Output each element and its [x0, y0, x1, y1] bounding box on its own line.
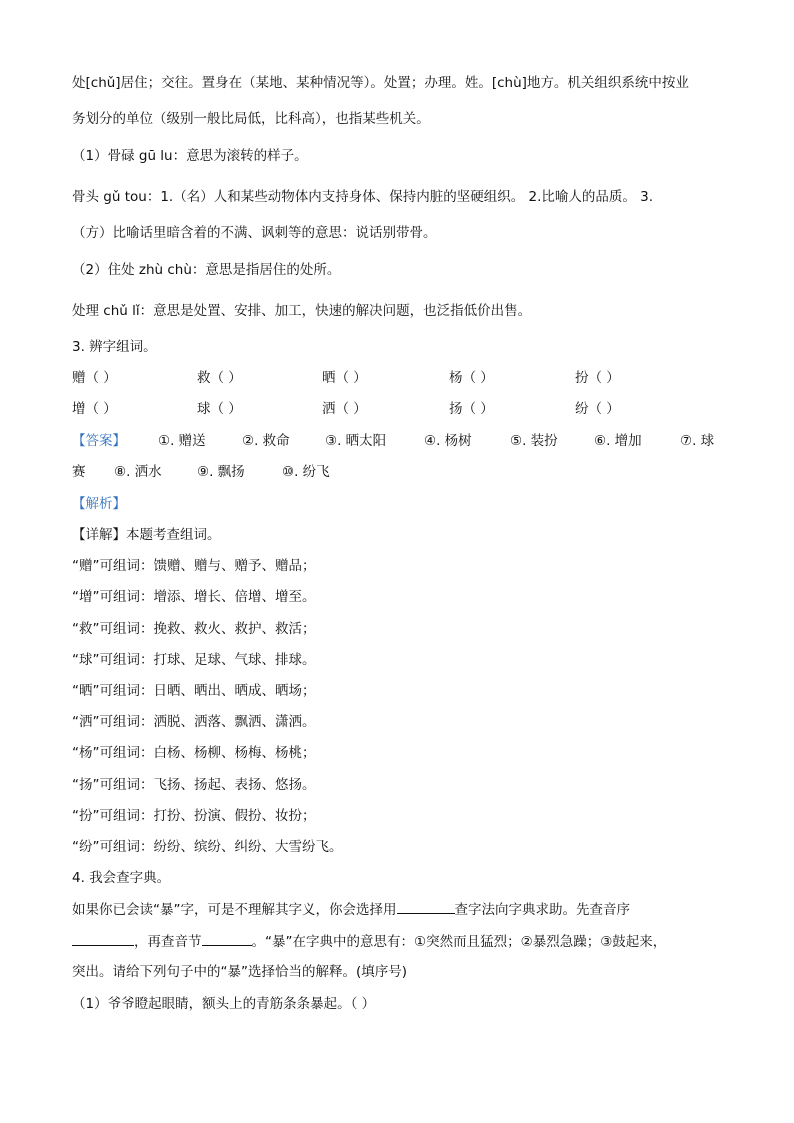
question-4-line: 突出。请给下列句子中的“暴”选择恰当的解释。(填序号)	[72, 964, 408, 980]
explain-line: “救”可组词：挽救、救火、救护、救活；	[72, 621, 316, 637]
explain-line: “球”可组词：打球、足球、气球、排球。	[72, 652, 316, 668]
fill-blank-method	[397, 899, 455, 914]
answer-item: ⑤. 装扮	[510, 433, 558, 449]
explain-line: “扬”可组词：飞扬、扬起、表扬、悠扬。	[72, 777, 316, 793]
answer-item: ①. 赠送	[158, 433, 206, 449]
question-4-text: 如果你已会读“暴”字，可是不理解其字义，你会选择用	[72, 902, 397, 918]
definition-line: 处[chǔ]居住；交往。置身在（某地、某种情况等）。处置；办理。姓。[chù]地方。机关组织系统中按业	[72, 75, 689, 91]
definition-line: （2）住处 zhù chù：意思是指居住的处所。	[72, 262, 341, 278]
question-4-text: ，再查音节	[134, 934, 202, 950]
question-4-text: 。“暴”在字典中的意思有：①突然而且猛烈；②暴烈急躁；③鼓起来，	[251, 934, 667, 950]
answer-item: ⑦. 球	[680, 433, 715, 449]
explain-line: “赠”可组词：馈赠、赠与、赠予、赠品；	[72, 558, 316, 574]
definition-line: 务划分的单位（级别一般比局低，比科高），也指某些机关。	[72, 111, 430, 127]
answer-item: ⑨. 飘扬	[197, 464, 245, 480]
definition-line: （1）骨碌 gū lu：意思为滚转的样子。	[72, 148, 308, 164]
explain-line: “纷”可组词：纷纷、缤纷、纠纷、大雪纷飞。	[72, 839, 343, 855]
explain-line: “洒”可组词：洒脱、洒落、飘洒、潇洒。	[72, 714, 316, 730]
question-3-title: 3. 辨字组词。	[72, 339, 157, 355]
word-blank: 救（ ）	[197, 370, 242, 386]
answer-item: ②. 救命	[242, 433, 290, 449]
question-4-line	[72, 899, 630, 920]
question-4-sub: （1）爷爷瞪起眼睛，额头上的青筋条条暴起。（ ）	[72, 996, 376, 1012]
word-blank: 球（ ）	[197, 401, 242, 417]
answer-item: ⑧. 洒水	[114, 464, 162, 480]
word-blank: 扬（ ）	[449, 401, 494, 417]
explain-line: “杨”可组词：白杨、杨柳、杨梅、杨桃；	[72, 745, 316, 761]
question-4-line	[72, 931, 666, 952]
word-blank: 纷（ ）	[575, 401, 620, 417]
definition-line: 骨头 gǔ tou：1.（名）人和某些动物体内支持身体、保持内脏的坚硬组织。 2.比喻人的品质。 3.	[72, 189, 654, 205]
question-4-text: 查字法向字典求助。先查音序	[454, 902, 630, 918]
detail-line: 【详解】本题考查组词。	[72, 527, 221, 543]
fill-blank-initial	[72, 931, 134, 946]
word-blank: 洒（ ）	[322, 401, 367, 417]
word-blank: 晒（ ）	[322, 370, 367, 386]
word-blank: 杨（ ）	[449, 370, 494, 386]
question-4-title: 4. 我会查字典。	[72, 870, 171, 886]
answer-item: ⑥. 增加	[594, 433, 642, 449]
word-blank: 扮（ ）	[575, 370, 620, 386]
answer-item: 赛	[72, 464, 86, 480]
word-blank: 增（ ）	[72, 401, 117, 417]
analysis-label: 【解析】	[72, 496, 126, 512]
word-blank: 赠（ ）	[72, 370, 117, 386]
definition-line: 处理 chǔ lǐ：意思是处置、安排、加工，快速的解决问题，也泛指低价出售。	[72, 303, 532, 319]
answer-item: ⑩. 纷飞	[282, 464, 330, 480]
explain-line: “增”可组词：增添、增长、倍增、增至。	[72, 589, 316, 605]
answer-item: ④. 杨树	[424, 433, 472, 449]
explain-line: “扮”可组词：打扮、扮演、假扮、妆扮；	[72, 808, 316, 824]
answer-item: ③. 晒太阳	[325, 433, 387, 449]
explain-line: “晒”可组词：日晒、晒出、晒成、晒场；	[72, 683, 316, 699]
answer-label: 【答案】	[72, 433, 126, 449]
fill-blank-syllable	[202, 931, 252, 946]
definition-line: （方）比喻话里暗含着的不满、讽刺等的意思：说话别带骨。	[72, 225, 437, 241]
